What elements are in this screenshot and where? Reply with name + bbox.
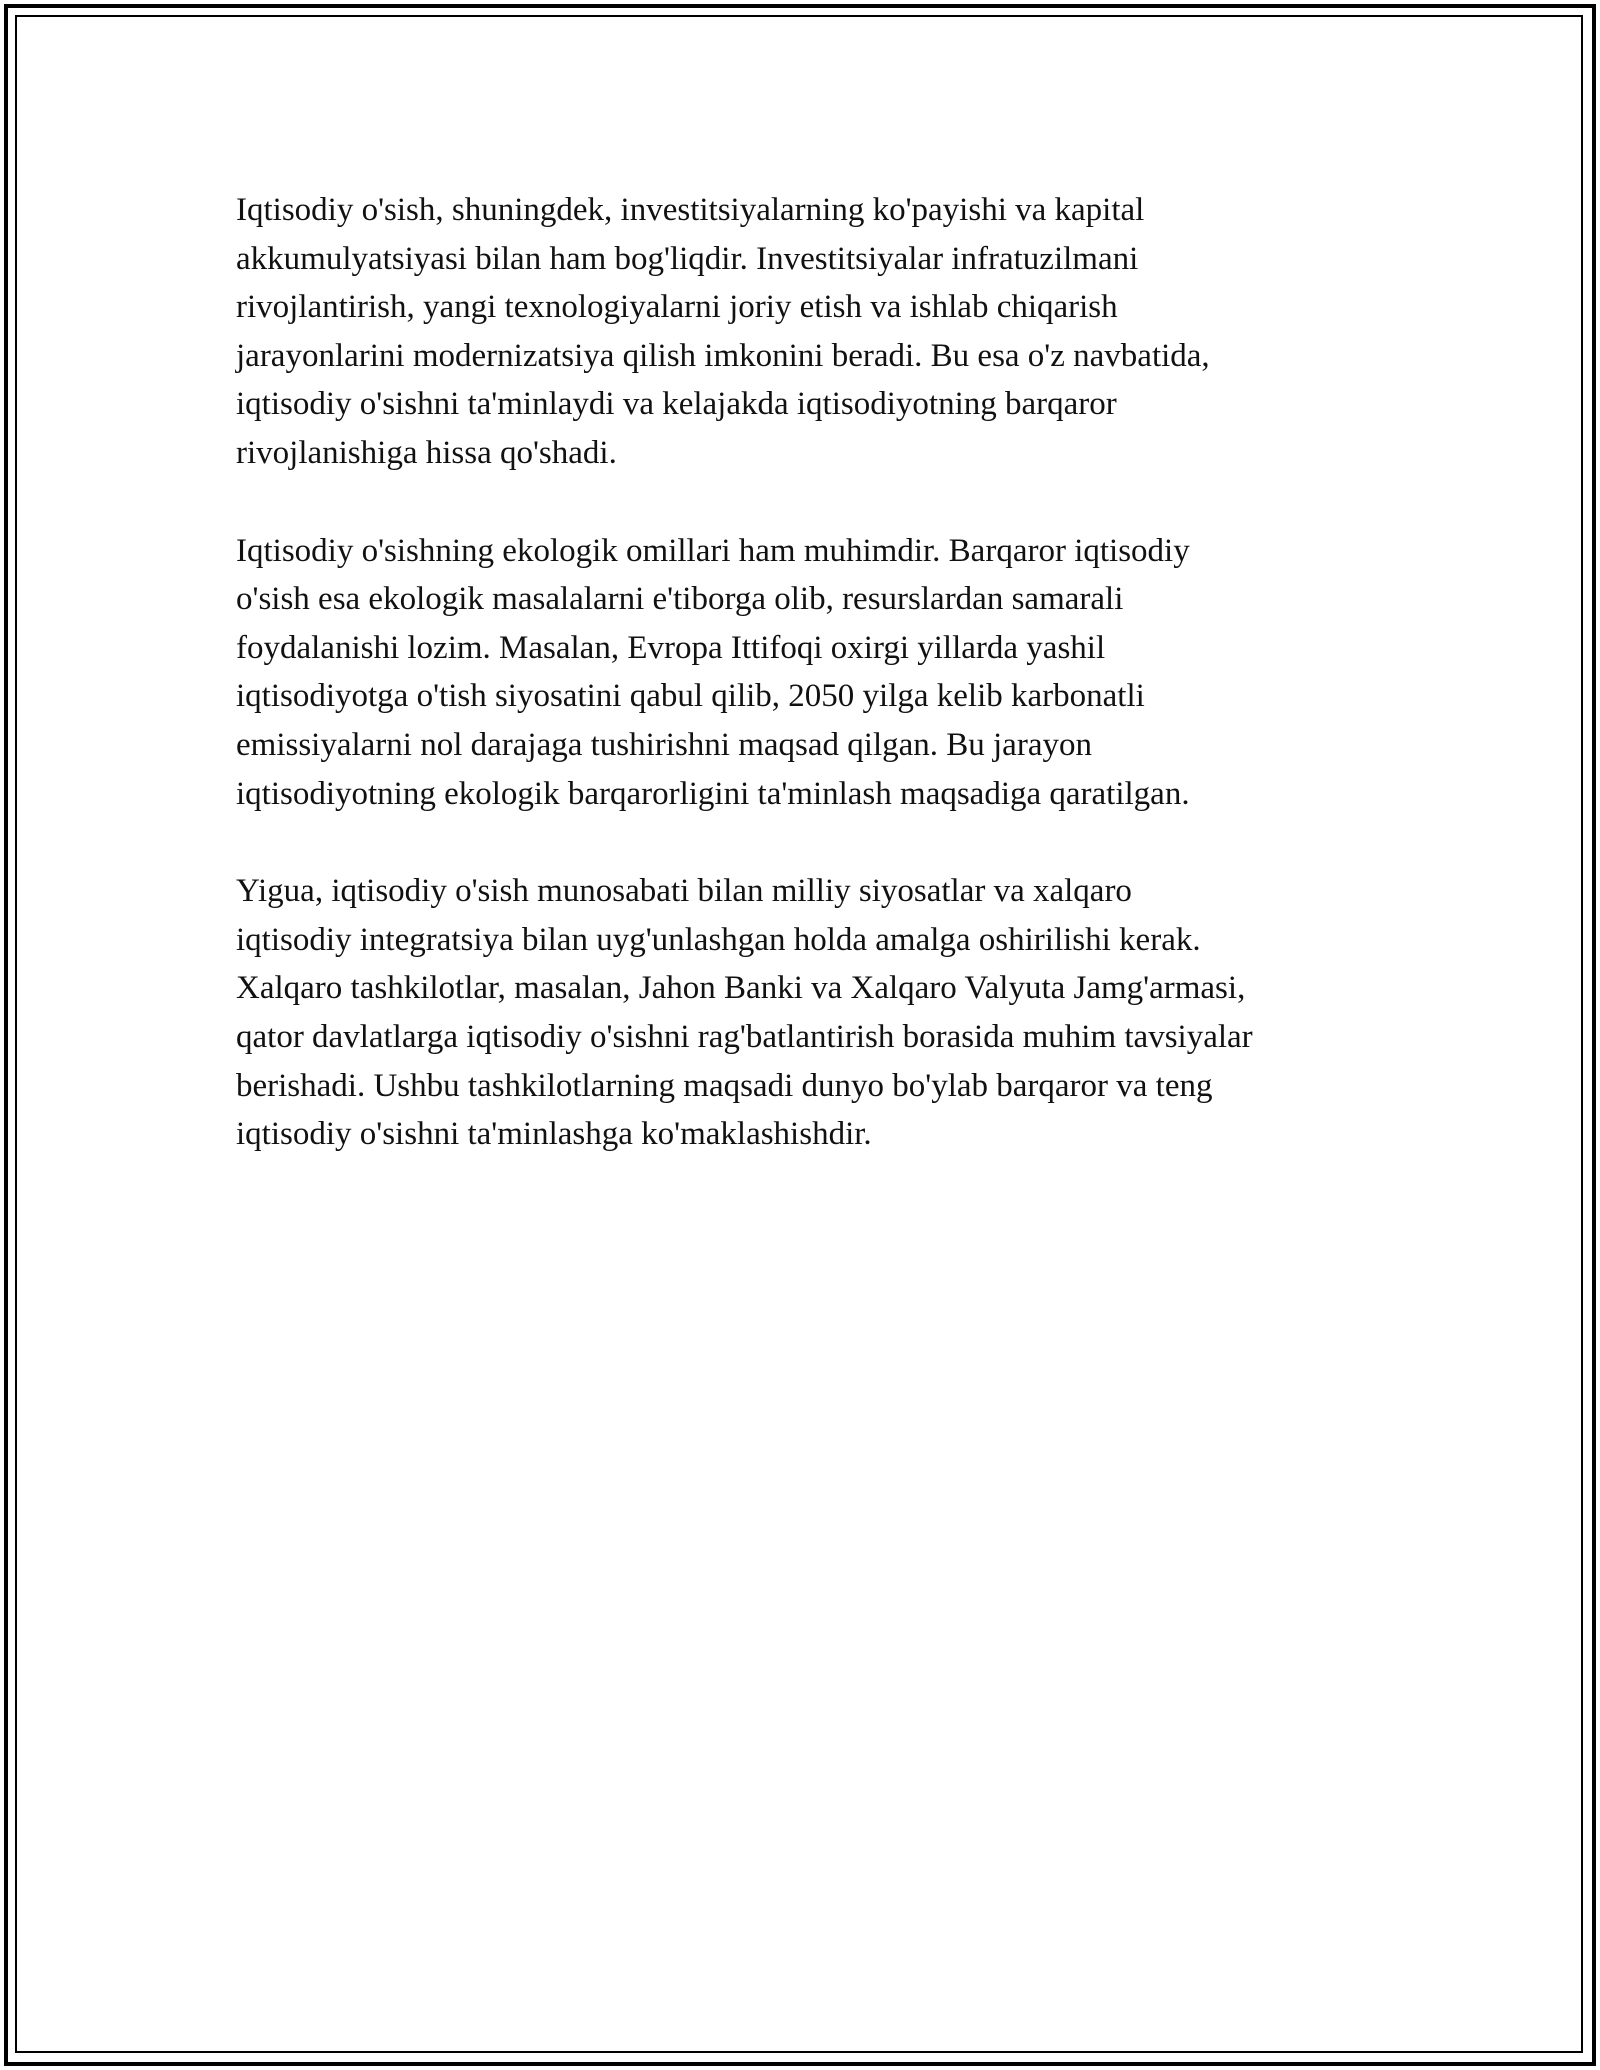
paragraph-integration: Yigua, iqtisodiy o'sish munosabati bilan milliy siyosatlar va xalqaro iqtisodiy integratsiya bilan uyg'unlashgan holda amalga oshirilishi kerak. Xalqaro tashkilotlar, masalan, Jahon Banki va Xalqaro Valyuta Jamg'armasi, qator davlatlarga iqtisodiy o'sishni rag'batlantirish borasida muhim tavsiyalar berishadi. Ushbu tashkilotlarning maqsadi dunyo bo'ylab barqaror va teng iqtisodiy o'sishni ta'minlashga ko'maklashishdir. — [236, 873, 1253, 1153]
document-body — [236, 186, 1396, 1208]
paragraph-ecology: Iqtisodiy o'sishning ekologik omillari ham muhimdir. Barqaror iqtisodiy o'sish esa ekologik masalalarni e'tiborga olib, resurslardan samarali foydalanishi lozim. Masalan, Evropa Ittifoqi oxirgi yillarda yashil iqtisodiyotga o'tish siyosatini qabul qilib, 2050 yilga kelib karbonatli emissiyalarni nol darajaga tushirishni maqsad qilgan. Bu jarayon iqtisodiyotning ekologik barqarorligini ta'minlash maqsadiga qaratilgan. — [236, 532, 1190, 812]
paragraph-investments: Iqtisodiy o'sish, shuningdek, investitsiyalarning ko'payishi va kapital akkumulyatsiyasi bilan ham bog'liqdir. Investitsiyalar infratuzilmani rivojlantirish, yangi texnologiyalarni joriy etish va ishlab chiqarish jarayonlarini modernizatsiya qilish imkonini beradi. Bu esa o'z navbatida, iqtisodiy o'sishni ta'minlaydi va kelajakda iqtisodiyotning barqaror rivojlanishiga hissa qo'shadi. — [236, 192, 1210, 471]
